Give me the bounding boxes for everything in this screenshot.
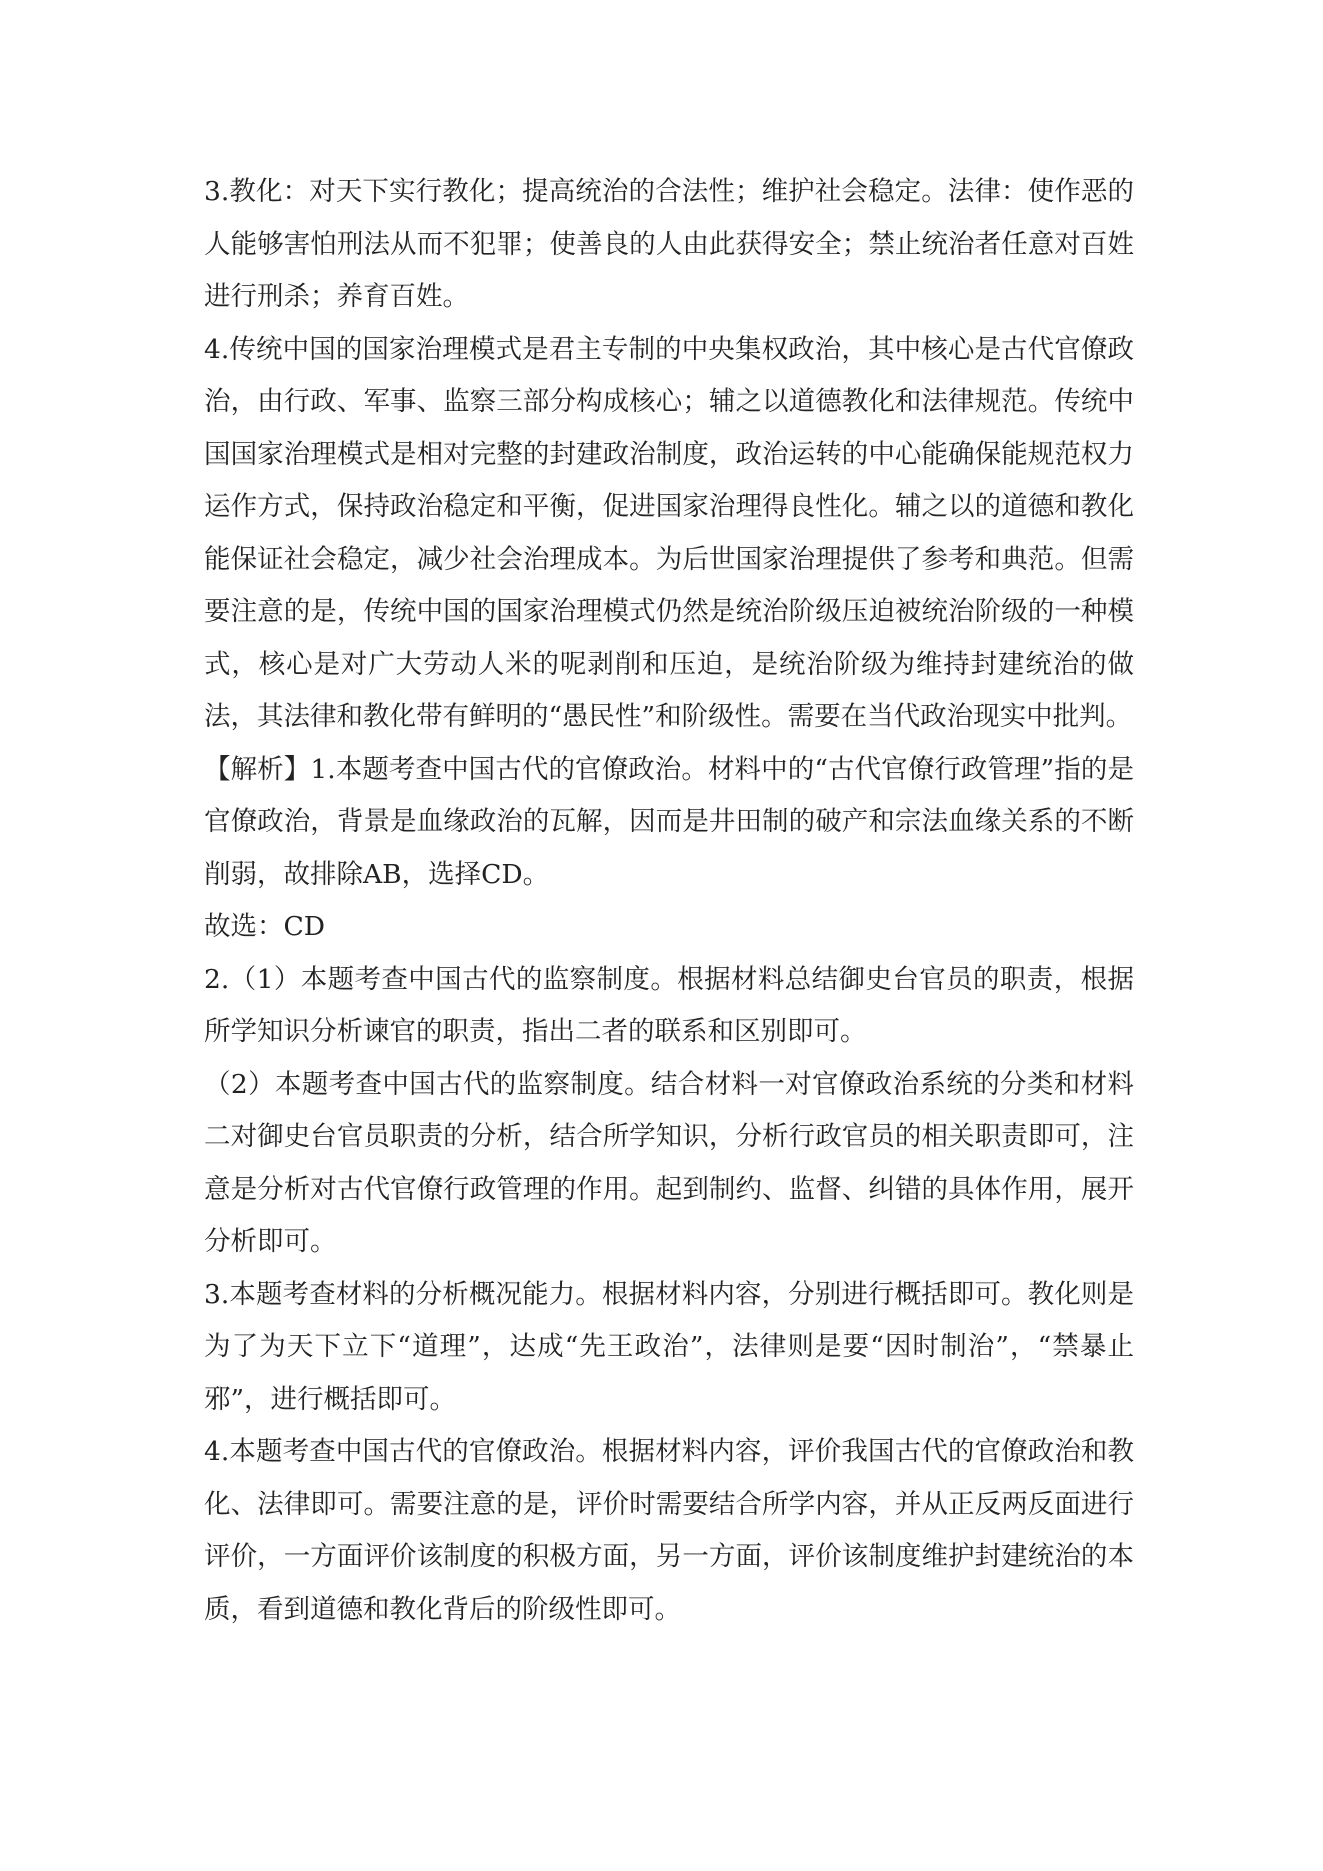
document-page bbox=[204, 166, 1134, 1636]
analysis-paragraph-3: 3.本题考查材料的分析概况能力。根据材料内容，分别进行概括即可。教化则是为了为天下立下“道理”，达成“先王政治”，法律则是要“因时制治”，“禁暴止邪”，进行概括即可。 bbox=[204, 1278, 1134, 1415]
answer-choice-line: 故选：CD bbox=[204, 911, 326, 942]
analysis-paragraph-2-1: 2.（1）本题考查中国古代的监察制度。根据材料总结御史台官员的职责，根据所学知识分析谏官的职责，指出二者的联系和区别即可。 bbox=[204, 963, 1134, 1047]
analysis-paragraph-4: 4.本题考查中国古代的官僚政治。根据材料内容，评价我国古代的官僚政治和教化、法律即可。需要注意的是，评价时需要结合所学内容，并从正反两反面进行评价，一方面评价该制度的积极方面，另一方面，评价该制度维护封建统治的本质，看到道德和教化背后的阶级性即可。 bbox=[204, 1436, 1134, 1625]
analysis-paragraph-1: 【解析】1.本题考查中国古代的官僚政治。材料中的“古代官僚行政管理”指的是官僚政治，背景是血缘政治的瓦解，因而是井田制的破产和宗法血缘关系的不断削弱，故排除AB，选择CD。 bbox=[204, 753, 1134, 890]
answer-paragraph-3: 3.教化：对天下实行教化；提高统治的合法性；维护社会稳定。法律：使作恶的人能够害怕刑法从而不犯罪；使善良的人由此获得安全；禁止统治者任意对百姓进行刑杀；养育百姓。 bbox=[204, 176, 1134, 312]
analysis-paragraph-2-2: （2）本题考查中国古代的监察制度。结合材料一对官僚政治系统的分类和材料二对御史台官员职责的分析，结合所学知识，分析行政官员的相关职责即可，注意是分析对古代官僚行政管理的作用。起到制约、监督、纠错的具体作用，展开分析即可。 bbox=[204, 1068, 1134, 1257]
answer-paragraph-4: 4.传统中国的国家治理模式是君主专制的中央集权政治，其中核心是古代官僚政治，由行政、军事、监察三部分构成核心；辅之以道德教化和法律规范。传统中国国家治理模式是相对完整的封建政治制度，政治运转的中心能确保能规范权力运作方式，保持政治稳定和平衡，促进国家治理得良性化。辅之以的道德和教化能保证社会稳定，减少社会治理成本。为后世国家治理提供了参考和典范。但需要注意的是，传统中国的国家治理模式仍然是统治阶级压迫被统治阶级的一种模式，核心是对广大劳动人米的呢剥削和压迫，是统治阶级为维持封建统治的做法，其法律和教化带有鲜明的“愚民性”和阶级性。需要在当代政治现实中批判。 bbox=[204, 333, 1134, 732]
